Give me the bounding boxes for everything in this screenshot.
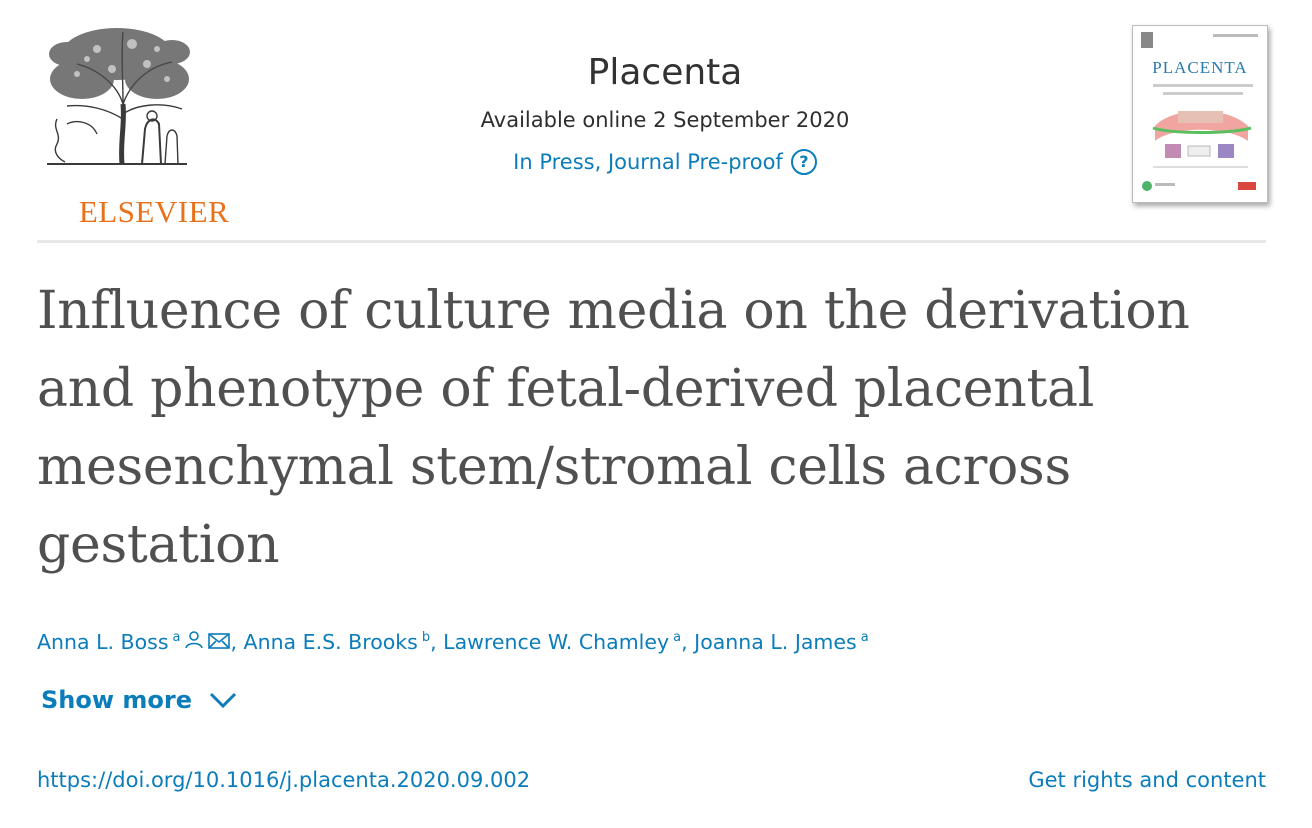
author-separator: , — [681, 629, 688, 654]
journal-title-link[interactable]: Placenta — [587, 52, 743, 93]
get-rights-link[interactable]: Get rights and content — [1028, 768, 1266, 792]
available-online-date: Available online 2 September 2020 — [480, 108, 850, 132]
cover-journal-title: PLACENTA — [1152, 58, 1248, 77]
author-link-boss[interactable]: Anna L. Boss — [37, 629, 169, 654]
elsevier-tree-icon — [37, 24, 197, 169]
journal-status-link[interactable] — [513, 148, 817, 176]
author-list — [37, 620, 1137, 660]
envelope-icon[interactable] — [208, 632, 230, 650]
author-link-james[interactable]: Joanna L. James — [694, 629, 857, 654]
question-help-icon[interactable]: ? — [791, 149, 817, 175]
publisher-logo-link[interactable] — [37, 24, 230, 229]
publisher-wordmark: ELSEVIER — [78, 194, 230, 229]
journal-cover-art — [1133, 26, 1268, 203]
affiliation-marker[interactable]: a — [860, 630, 869, 645]
article-title: Influence of culture media on the derivation and phenotype of fetal-derived placental mesenchymal stem/stromal cells across gestation — [37, 281, 1190, 575]
affiliation-marker[interactable]: a — [172, 630, 181, 645]
show-more-button[interactable] — [41, 686, 238, 714]
doi-link[interactable]: https://doi.org/10.1016/j.placenta.2020.09.002 — [37, 768, 531, 792]
author-separator: , — [430, 629, 437, 654]
author-separator: , — [230, 629, 238, 654]
chevron-down-icon — [208, 691, 238, 709]
person-icon[interactable] — [184, 630, 204, 650]
header-divider — [37, 240, 1266, 243]
article-header — [0, 0, 1312, 244]
journal-status-label: In Press, Journal Pre-proof — [513, 150, 783, 174]
journal-info — [420, 50, 910, 176]
author-link-chamley[interactable]: Lawrence W. Chamley — [443, 629, 670, 654]
affiliation-marker[interactable]: b — [421, 630, 431, 645]
affiliation-marker[interactable]: a — [673, 630, 682, 645]
journal-cover-thumbnail[interactable] — [1132, 25, 1268, 203]
show-more-label: Show more — [41, 686, 192, 714]
author-link-brooks[interactable]: Anna E.S. Brooks — [243, 629, 418, 654]
